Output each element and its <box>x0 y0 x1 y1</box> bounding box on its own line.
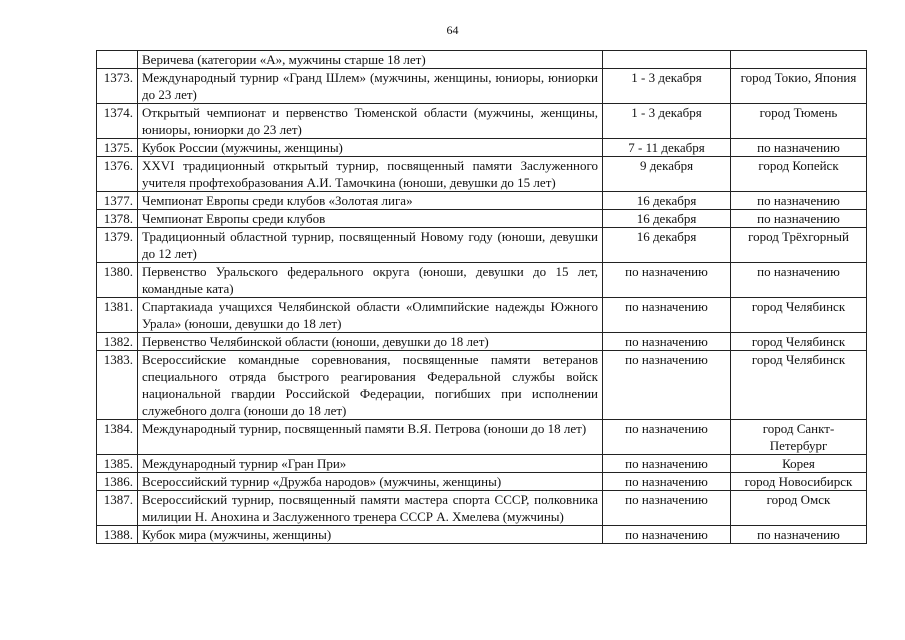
event-name: Международный турнир, посвященный памяти В.Я. Петрова (юноши до 18 лет) <box>138 420 603 455</box>
row-number: 1385. <box>97 455 138 473</box>
table-row <box>97 192 867 210</box>
event-date: по назначению <box>603 473 731 491</box>
row-number: 1387. <box>97 491 138 526</box>
row-number: 1375. <box>97 139 138 157</box>
table-row <box>97 210 867 228</box>
event-name: Первенство Уральского федерального округа (юноши, девушки до 15 лет, командные ката) <box>138 263 603 298</box>
table-row <box>97 455 867 473</box>
event-date: 16 декабря <box>603 228 731 263</box>
page-number: 64 <box>446 23 459 37</box>
event-place: по назначению <box>731 526 867 544</box>
event-date: по назначению <box>603 491 731 526</box>
event-date: 16 декабря <box>603 192 731 210</box>
event-place: по назначению <box>731 139 867 157</box>
event-name: Международный турнир «Гран При» <box>138 455 603 473</box>
row-number: 1376. <box>97 157 138 192</box>
event-place: город Трёхгорный <box>731 228 867 263</box>
event-date: по назначению <box>603 298 731 333</box>
event-date: 9 декабря <box>603 157 731 192</box>
event-place: город Санкт-Петербург <box>731 420 867 455</box>
table-row <box>97 139 867 157</box>
table-row <box>97 351 867 420</box>
event-date: по назначению <box>603 455 731 473</box>
row-number <box>97 51 138 69</box>
row-number: 1378. <box>97 210 138 228</box>
event-place: город Челябинск <box>731 333 867 351</box>
event-place: город Токио, Япония <box>731 69 867 104</box>
table-row <box>97 491 867 526</box>
event-place: по назначению <box>731 192 867 210</box>
row-number: 1384. <box>97 420 138 455</box>
event-name: XXVI традиционный открытый турнир, посвященный памяти Заслуженного учителя профтехобразования А.И. Тамочкина (юноши, девушки до 15 лет) <box>138 157 603 192</box>
event-name: Спартакиада учащихся Челябинской области «Олимпийские надежды Южного Урала» (юноши, девушки до 18 лет) <box>138 298 603 333</box>
row-number: 1379. <box>97 228 138 263</box>
row-number: 1380. <box>97 263 138 298</box>
event-place: город Тюмень <box>731 104 867 139</box>
table-row <box>97 473 867 491</box>
event-name: Всероссийский турнир «Дружба народов» (мужчины, женщины) <box>138 473 603 491</box>
event-name: Открытый чемпионат и первенство Тюменской области (мужчины, женщины, юниоры, юниорки до 23 лет) <box>138 104 603 139</box>
event-place: город Новосибирск <box>731 473 867 491</box>
events-table <box>96 50 867 544</box>
table-row <box>97 420 867 455</box>
event-place: по назначению <box>731 263 867 298</box>
event-name: Первенство Челябинской области (юноши, девушки до 18 лет) <box>138 333 603 351</box>
row-number: 1386. <box>97 473 138 491</box>
table-row <box>97 228 867 263</box>
row-number: 1374. <box>97 104 138 139</box>
event-date: 7 - 11 декабря <box>603 139 731 157</box>
table-row <box>97 526 867 544</box>
event-date: по назначению <box>603 526 731 544</box>
event-name: Международный турнир «Гранд Шлем» (мужчины, женщины, юниоры, юниорки до 23 лет) <box>138 69 603 104</box>
row-number: 1377. <box>97 192 138 210</box>
row-number: 1388. <box>97 526 138 544</box>
table-row <box>97 157 867 192</box>
event-place: по назначению <box>731 210 867 228</box>
table-row <box>97 69 867 104</box>
event-date: 1 - 3 декабря <box>603 104 731 139</box>
event-date: 16 декабря <box>603 210 731 228</box>
event-date: по назначению <box>603 333 731 351</box>
event-place: город Омск <box>731 491 867 526</box>
row-number: 1382. <box>97 333 138 351</box>
event-date: по назначению <box>603 351 731 420</box>
event-name: Традиционный областной турнир, посвященный Новому году (юноши, девушки до 12 лет) <box>138 228 603 263</box>
event-name: Кубок России (мужчины, женщины) <box>138 139 603 157</box>
table-row <box>97 333 867 351</box>
table-row <box>97 104 867 139</box>
event-place: Корея <box>731 455 867 473</box>
event-name: Чемпионат Европы среди клубов «Золотая лига» <box>138 192 603 210</box>
row-number: 1383. <box>97 351 138 420</box>
event-name: Всероссийские командные соревнования, посвященные памяти ветеранов специального отряда быстрого реагирования Федеральной службы войск национальной гвардии Российской Федерации, погибших при исполнении служебного долга (юноши до 18 лет) <box>138 351 603 420</box>
event-date: по назначению <box>603 420 731 455</box>
row-number: 1381. <box>97 298 138 333</box>
event-date: по назначению <box>603 263 731 298</box>
event-name: Всероссийский турнир, посвященный памяти мастера спорта СССР, полковника милиции Н. Анохина и Заслуженного тренера СССР А. Хмелева (мужчины) <box>138 491 603 526</box>
event-place <box>731 51 867 69</box>
event-date <box>603 51 731 69</box>
event-date: 1 - 3 декабря <box>603 69 731 104</box>
event-place: город Челябинск <box>731 351 867 420</box>
table-row <box>97 51 867 69</box>
event-name: Веричева (категории «А», мужчины старше 18 лет) <box>138 51 603 69</box>
event-name: Чемпионат Европы среди клубов <box>138 210 603 228</box>
event-place: город Челябинск <box>731 298 867 333</box>
row-number: 1373. <box>97 69 138 104</box>
event-place: город Копейск <box>731 157 867 192</box>
event-name: Кубок мира (мужчины, женщины) <box>138 526 603 544</box>
table-row <box>97 263 867 298</box>
table-row <box>97 298 867 333</box>
